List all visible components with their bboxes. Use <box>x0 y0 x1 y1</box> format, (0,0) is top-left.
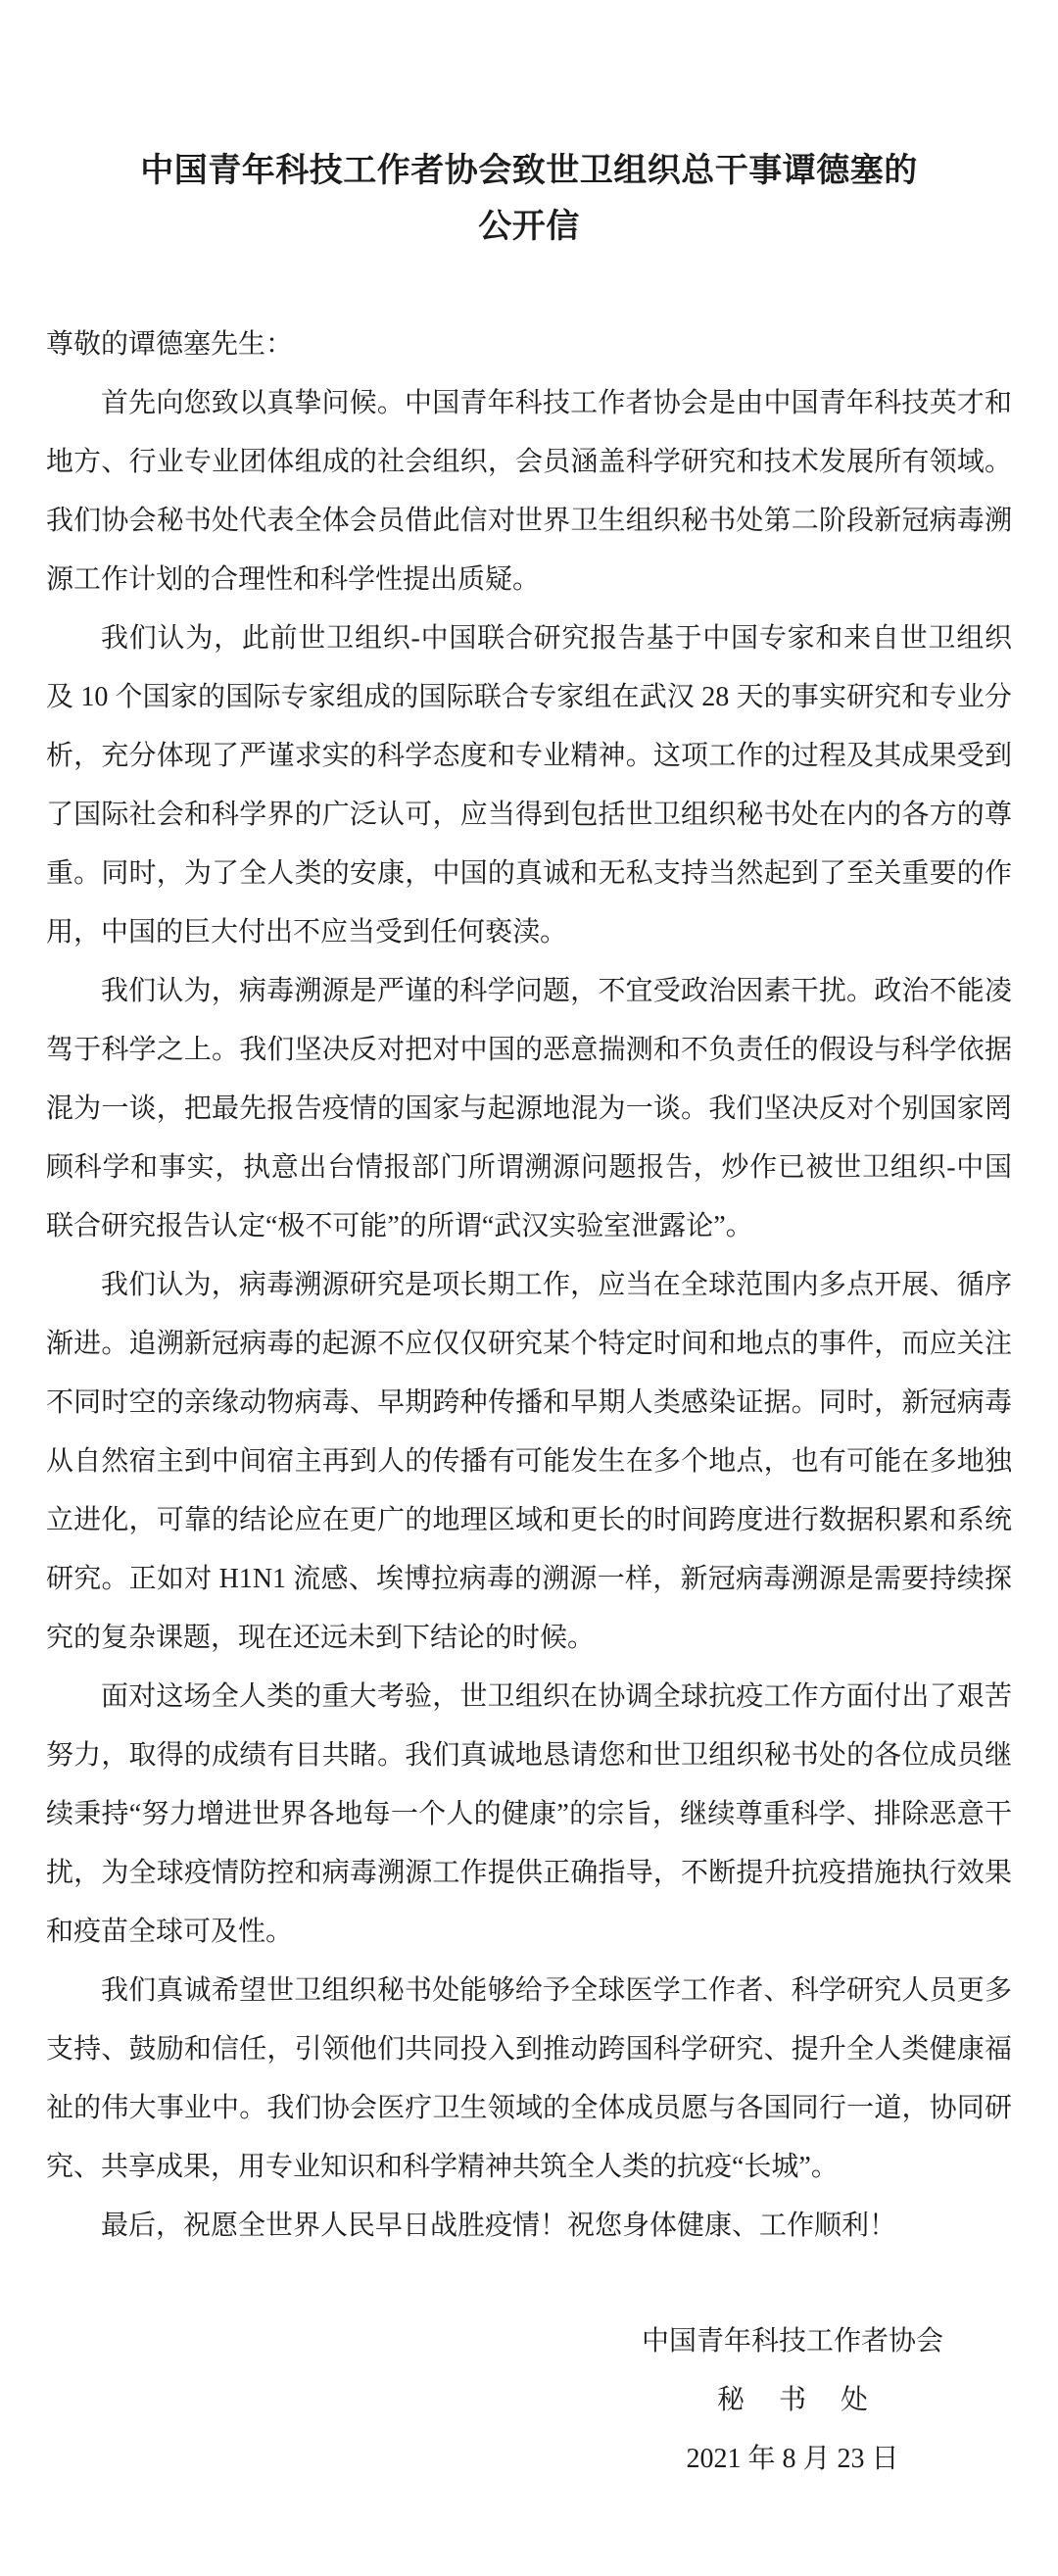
paragraph: 我们认为，此前世卫组织-中国联合研究报告基于中国专家和来自世卫组织及 10 个国家的国际专家组成的国际联合专家组在武汉 28 天的事实研究和专业分析，充分体现了严谨求实的科学态度和专业精神。这项工作的过程及其成果受到了国际社会和科学界的广泛认可，应当得到包括世卫组织秘书处在内的各方的尊重。同时，为了全人类的安康，中国的真诚和无私支持当然起到了至关重要的作用，中国的巨大付出不应当受到任何亵渎。 <box>46 623 1012 948</box>
signature-organization: 中国青年科技工作者协会 <box>641 2326 943 2357</box>
letter-body <box>46 316 1012 2256</box>
signature-block <box>642 2312 943 2489</box>
paragraph: 最后，祝愿全世界人民早日战胜疫情！祝您身体健康、工作顺利！ <box>101 2211 897 2241</box>
letter-title-line-1: 中国青年科技工作者协会致世卫组织总干事谭德塞的 <box>140 153 918 189</box>
signature-department: 秘 书 处 <box>716 2385 868 2415</box>
paragraph: 我们真诚希望世卫组织秘书处能够给予全球医学工作者、科学研究人员更多支持、鼓励和信任，引领他们共同投入到推动跨国科学研究、提升全人类健康福祉的伟大事业中。我们协会医疗卫生领域的全体成员愿与各国同行一道，协同研究、共享成果，用专业知识和科学精神共筑全人类的抗疫“长城”。 <box>46 1975 1012 2182</box>
paragraph: 首先向您致以真挚问候。中国青年科技工作者协会是由中国青年科技英才和地方、行业专业团体组成的社会组织，会员涵盖科学研究和技术发展所有领域。我们协会秘书处代表全体会员借此信对世界卫生组织秘书处第二阶段新冠病毒溯源工作计划的合理性和科学性提出质疑。 <box>46 388 1012 595</box>
salutation: 尊敬的谭德塞先生： <box>46 329 294 360</box>
paragraph-list <box>46 374 1012 2256</box>
paragraph: 我们认为，病毒溯源研究是项长期工作，应当在全球范围内多点开展、循序渐进。追溯新冠病毒的起源不应仅仅研究某个特定时间和地点的事件，而应关注不同时空的亲缘动物病毒、早期跨种传播和早期人类感染证据。同时，新冠病毒从自然宿主到中间宿主再到人的传播有可能发生在多个地点，也有可能在多地独立进化，可靠的结论应在更广的地理区域和更长的时间跨度进行数据积累和系统研究。正如对 H1N1 流感、埃博拉病毒的溯源一样，新冠病毒溯源是需要持续探究的复杂课题，现在还远未到下结论的时候。 <box>46 1270 1012 1653</box>
letter-title <box>46 143 1012 255</box>
paragraph: 面对这场全人类的重大考验，世卫组织在协调全球抗疫工作方面付出了艰苦努力，取得的成绩有目共睹。我们真诚地恳请您和世卫组织秘书处的各位成员继续秉持“努力增进世界各地每一个人的健康”的宗旨，继续尊重科学、排除恶意干扰，为全球疫情防控和病毒溯源工作提供正确指导，不断提升抗疫措施执行效果和疫苗全球可及性。 <box>46 1681 1012 1947</box>
signature-date: 2021 年 8 月 23 日 <box>686 2444 899 2474</box>
paragraph: 我们认为，病毒溯源是严谨的科学问题，不宜受政治因素干扰。政治不能凌驾于科学之上。我们坚决反对把对中国的恶意揣测和不负责任的假设与科学依据混为一谈，把最先报告疫情的国家与起源地混为一谈。我们坚决反对个别国家罔顾科学和事实，执意出台情报部门所谓溯源问题报告，炒作已被世卫组织-中国联合研究报告认定“极不可能”的所谓“武汉实验室泄露论”。 <box>46 976 1012 1241</box>
letter-title-line-2: 公开信 <box>478 209 580 245</box>
